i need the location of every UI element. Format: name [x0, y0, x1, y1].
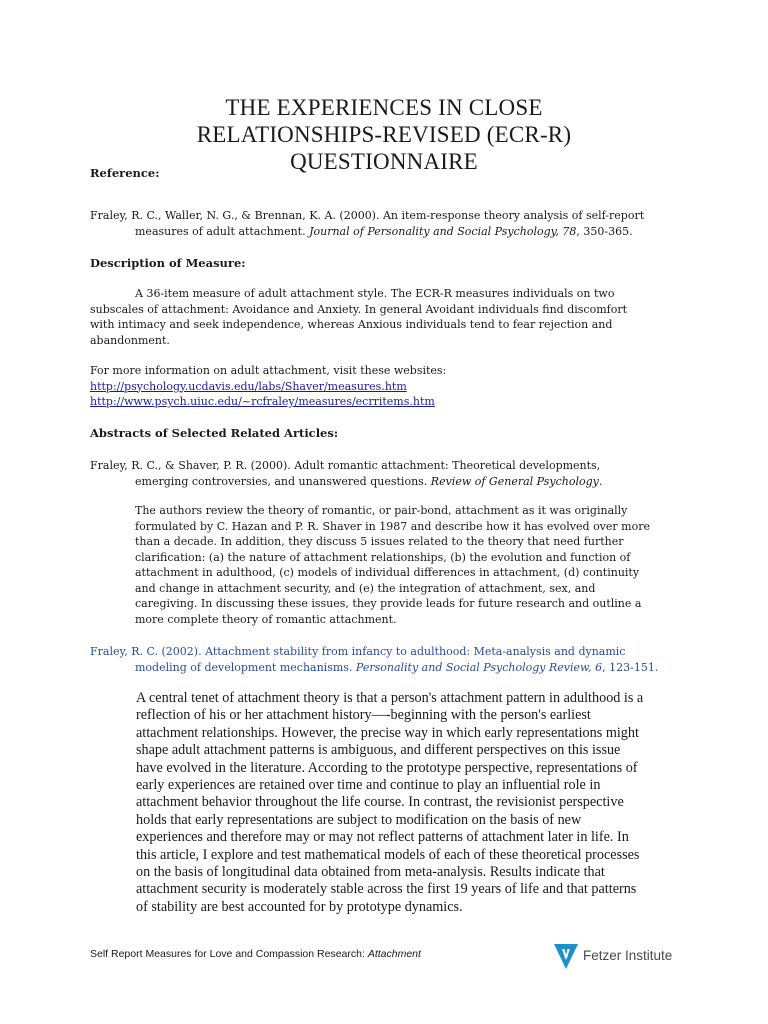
more-info-text: For more information on adult attachment, visit these websites: [90, 364, 447, 377]
abstract-line: attachment security is moderately stable across the first 19 years of life and that patterns [136, 881, 637, 898]
description-line: subscales of attachment: Avoidance and Anxiety. In general Avoidant individuals find discomfort [90, 302, 628, 316]
article2-abstract [136, 690, 643, 916]
citation-line: Fraley, R. C., & Shaver, P. R. (2000). Adult romantic attachment: Theoretical developments, [90, 459, 601, 472]
more-info-block [90, 363, 446, 410]
abstract-line: on the basis of longitudinal data obtained from meta-analysis. Results indicate that [136, 864, 605, 881]
footer-label: Self Report Measures for Love and Compassion Research: [90, 948, 368, 960]
abstract-line: The authors review the theory of romantic, or pair-bond, attachment as it was originally [135, 504, 628, 517]
document-title [90, 94, 678, 175]
abstract-line: of stability are best accounted for by prototype dynamics. [136, 898, 463, 915]
description-line: A 36-item measure of adult attachment style. The ECR-R measures individuals on two [135, 287, 615, 300]
journal-name: Journal of Personality and Social Psychology, 78 [309, 224, 577, 238]
abstract-line: experiences and therefore may or may not reflect patterns of attachment later in life. In [136, 829, 629, 846]
abstract-line: shape adult attachment patterns is ambiguous, and different perspectives on this issue [136, 742, 621, 759]
citation-line [90, 224, 644, 240]
abstract-line: attachment relationships. However, the precise way in which early representations might [136, 724, 639, 741]
title-line: THE EXPERIENCES IN CLOSE [225, 95, 543, 120]
abstract-line: formulated by C. Hazan and P. R. Shaver in 1987 and describe how it has evolved over more [135, 519, 650, 533]
citation-line: Fraley, R. C., Waller, N. G., & Brennan, K. A. (2000). An item-response theory analysis of self-report [90, 209, 645, 222]
description-heading: Description of Measure: [90, 256, 246, 270]
citation-line [90, 660, 658, 676]
ucdavis-link[interactable]: http://psychology.ucdavis.edu/labs/Shaver/measures.htm [90, 379, 407, 393]
abstract-line: reflection of his or her attachment history—-beginning with the person's earliest [136, 707, 591, 724]
description-line: with intimacy and seek independence, whereas Anxious individuals tend to fear rejection and [90, 318, 613, 331]
fetzer-logo-name: Fetzer Institute [583, 948, 673, 963]
footer-text [90, 948, 421, 960]
abstract-line: attachment in adulthood, (c) models of individual differences in attachment, (d) continuity [135, 566, 640, 579]
abstract-line: attachment behavior throughout the life course. In contrast, the revisionist perspective [136, 794, 624, 811]
abstracts-heading: Abstracts of Selected Related Articles: [90, 426, 339, 440]
abstract-line: have evolved in the literature. According to the prototype perspective, representations of [136, 759, 638, 776]
fetzer-logo [553, 942, 703, 970]
abstract-line: and change in attachment security, and (e) the integration of attachment, sex, and [135, 581, 596, 595]
citation-line: Fraley, R. C. (2002). Attachment stability from infancy to adulthood: Meta-analysis and dynamic [90, 645, 626, 658]
citation-text: modeling of development mechanisms. [135, 660, 356, 674]
article2-citation [90, 644, 658, 675]
description-line: abandonment. [90, 333, 170, 347]
article1-abstract [135, 503, 650, 627]
article1-citation [90, 458, 602, 489]
citation-line [90, 474, 602, 490]
citation-end: . [598, 474, 603, 488]
abstract-line: than a decade. In addition, they discuss 5 issues related to the theory that need further [135, 535, 624, 548]
reference-citation [90, 208, 644, 239]
description-paragraph [90, 286, 627, 348]
abstract-line: more complete theory of romantic attachment. [135, 612, 397, 626]
abstract-line: clarification: (a) the nature of attachment relationships, (b) the evolution and function of [135, 550, 631, 564]
citation-pages: , 350-365. [576, 224, 633, 238]
abstract-line: this article, I explore and test mathematical models of each of these theoretical processes [136, 846, 640, 863]
citation-text: emerging controversies, and unanswered questions. [135, 474, 431, 488]
abstract-line: holds that early representations are subject to modification on the basis of new [136, 811, 582, 828]
citation-end: , 123-151. [602, 660, 659, 674]
uiuc-link[interactable]: http://www.psych.uiuc.edu/~rcfraley/measures/ecrritems.htm [90, 395, 435, 408]
abstract-line: caregiving. In discussing these issues, they provide leads for future research and outline a [135, 597, 642, 610]
fetzer-logo-icon [553, 942, 579, 970]
footer-topic: Attachment [367, 948, 421, 960]
title-line: RELATIONSHIPS-REVISED (ECR-R) [196, 122, 572, 147]
abstract-line: early experiences are retained over time and continue to play an influential role in [136, 777, 601, 794]
reference-heading: Reference: [90, 166, 160, 180]
title-line: QUESTIONNAIRE [290, 149, 478, 174]
citation-text: measures of adult attachment. [135, 224, 310, 238]
abstract-line: A central tenet of attachment theory is that a person's attachment pattern in adulthood is a [136, 690, 644, 706]
journal-name: Review of General Psychology [430, 474, 599, 488]
journal-name: Personality and Social Psychology Review, 6 [355, 660, 603, 674]
